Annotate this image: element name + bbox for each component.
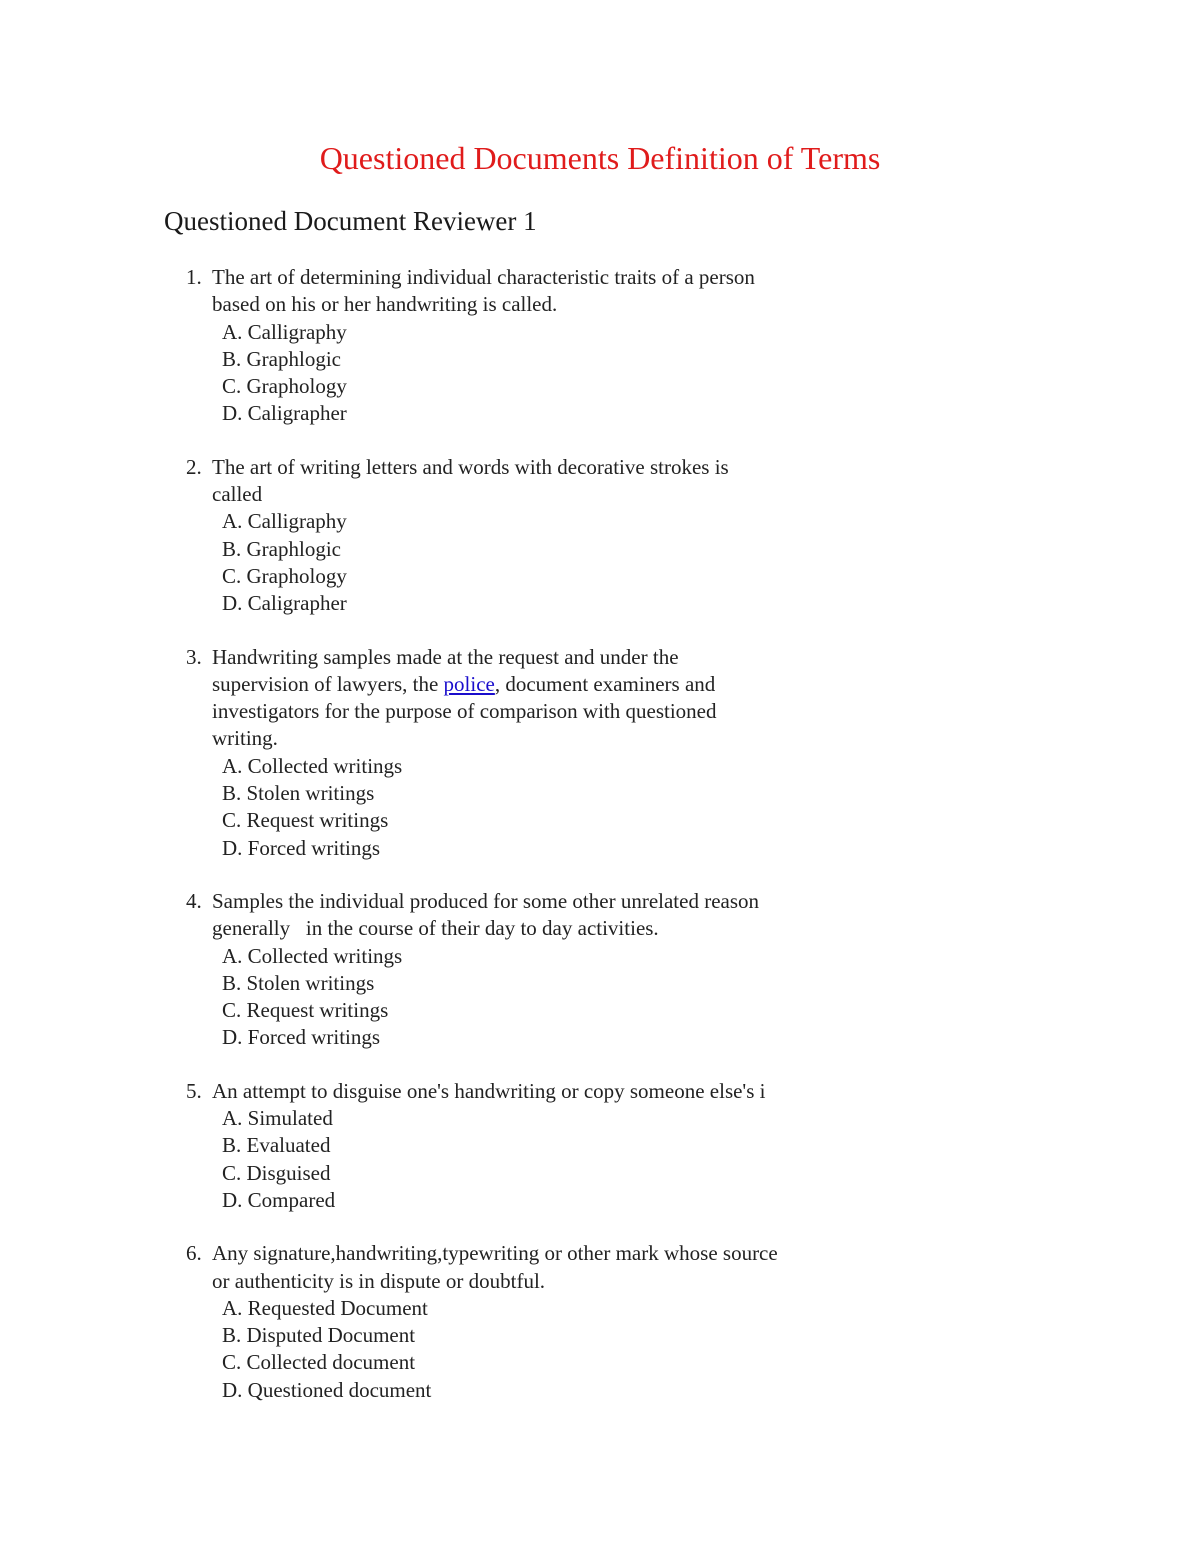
- police-link[interactable]: police: [443, 671, 495, 696]
- question-3: [186, 644, 886, 862]
- option-d: D. Questioned document: [222, 1377, 432, 1402]
- option-d: D. Caligrapher: [222, 401, 347, 426]
- option-c: C. Request writings: [222, 998, 389, 1023]
- option-a: A. Calligraphy: [222, 509, 347, 534]
- question-6: [186, 1240, 886, 1404]
- text-segment: supervision of lawyers, the: [212, 671, 444, 696]
- question-number: 4.: [186, 888, 202, 913]
- text-segment: , document examiners and: [494, 671, 716, 696]
- question-text-line: Any signature,handwriting,typewriting or other mark whose source: [212, 1241, 778, 1266]
- question-text-line: called: [212, 482, 263, 507]
- option-list: [212, 943, 886, 1052]
- option-d: D. Forced writings: [222, 835, 381, 860]
- question-5: [186, 1078, 886, 1214]
- section-heading: Questioned Document Reviewer 1: [164, 206, 537, 236]
- question-text-line: [212, 671, 886, 698]
- question-text-line: The art of determining individual characteristic traits of a person: [212, 265, 755, 289]
- question-text-line: Handwriting samples made at the request and under the: [212, 644, 679, 669]
- question-number: 2.: [186, 454, 202, 479]
- question-list: [186, 264, 886, 1430]
- option-a: A. Simulated: [222, 1106, 333, 1131]
- question-2: [186, 454, 886, 618]
- option-d: D. Caligrapher: [222, 591, 347, 616]
- option-b: B. Disputed Document: [222, 1323, 416, 1348]
- option-b: B. Evaluated: [222, 1133, 331, 1158]
- question-number: 1.: [186, 265, 202, 289]
- option-c: C. Collected document: [222, 1350, 416, 1375]
- option-list: [212, 1105, 886, 1214]
- option-b: B. Stolen writings: [222, 781, 375, 806]
- option-c: C. Disguised: [222, 1160, 331, 1185]
- option-list: [212, 319, 886, 428]
- question-number: 3.: [186, 644, 202, 669]
- option-list: [212, 1295, 886, 1404]
- question-text-line: The art of writing letters and words with decorative strokes is: [212, 454, 729, 479]
- option-b: B. Graphlogic: [222, 536, 341, 561]
- option-c: C. Graphology: [222, 563, 347, 588]
- option-c: C. Request writings: [222, 808, 389, 833]
- page-title: Questioned Documents Definition of Terms: [319, 140, 881, 176]
- option-d: D. Forced writings: [222, 1025, 381, 1050]
- question-text-line: or authenticity is in dispute or doubtful.: [212, 1268, 546, 1293]
- option-a: A. Collected writings: [222, 943, 403, 968]
- option-b: B. Graphlogic: [222, 346, 341, 371]
- option-b: B. Stolen writings: [222, 970, 375, 995]
- option-a: A. Collected writings: [222, 753, 403, 778]
- option-a: A. Calligraphy: [222, 319, 347, 344]
- question-text-line: Samples the individual produced for some other unrelated reason: [212, 888, 760, 913]
- question-text-line: based on his or her handwriting is called.: [212, 292, 558, 317]
- option-list: [212, 508, 886, 617]
- question-4: [186, 888, 886, 1052]
- option-a: A. Requested Document: [222, 1295, 428, 1320]
- question-number: 6.: [186, 1241, 202, 1266]
- question-number: 5.: [186, 1078, 202, 1103]
- question-text-line: investigators for the purpose of comparison with questioned: [212, 699, 717, 724]
- question-1: [186, 264, 886, 428]
- option-d: D. Compared: [222, 1187, 336, 1212]
- option-c: C. Graphology: [222, 374, 347, 399]
- question-text-line: An attempt to disguise one's handwriting or copy someone else's i: [212, 1078, 766, 1103]
- question-text-line: generally in the course of their day to day activities.: [212, 916, 659, 941]
- question-text-line: writing.: [212, 726, 278, 751]
- option-list: [212, 753, 886, 862]
